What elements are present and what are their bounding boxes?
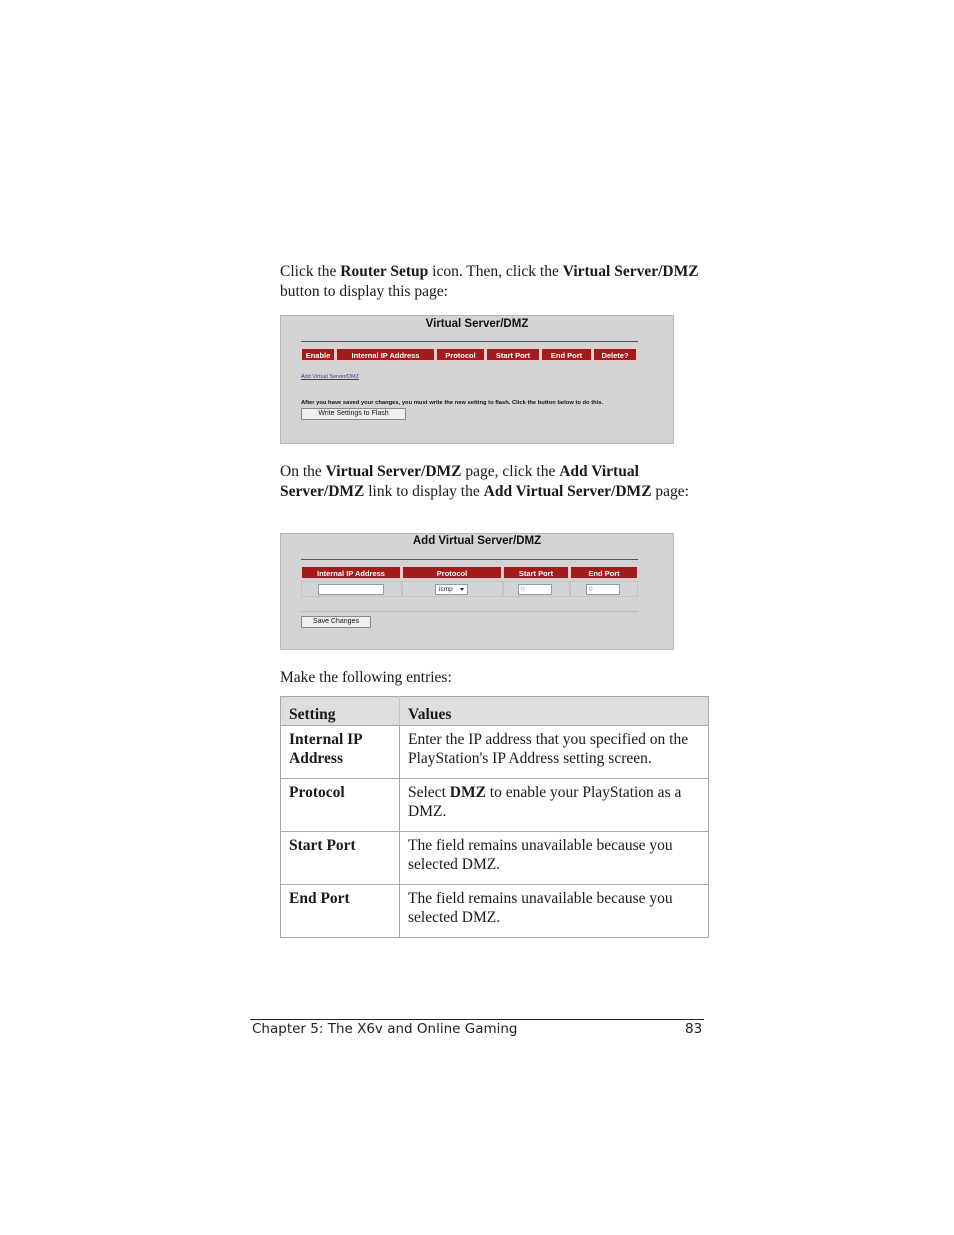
p2-bold-3: Add Virtual Server/DMZ bbox=[483, 482, 652, 500]
save-changes-button[interactable]: Save Changes bbox=[301, 616, 371, 628]
setting-value-text: The field remains unavailable because you selected DMZ. bbox=[408, 889, 673, 926]
protocol-select[interactable] bbox=[435, 584, 468, 595]
shot2-title-rule bbox=[301, 559, 638, 560]
shot1-title: Virtual Server/DMZ bbox=[425, 318, 529, 330]
setting-value bbox=[400, 725, 709, 778]
setting-name: Internal IP Address bbox=[281, 725, 400, 778]
shot1-flash-note: After you have saved your changes, you must write the new setting to flash. Click the button below to do this. bbox=[301, 400, 604, 406]
shot1-title-rule bbox=[301, 341, 638, 342]
p2-bold-2: Add Virtual Server/DMZ bbox=[280, 463, 639, 500]
start-port-input[interactable]: 0 bbox=[518, 584, 552, 595]
setting-value bbox=[400, 778, 709, 831]
shot2-col-internal-ip: Internal IP Address bbox=[301, 566, 401, 579]
setting-name: End Port bbox=[281, 884, 400, 937]
intro-text-3: button to display this page: bbox=[280, 282, 448, 300]
setting-value-bold: DMZ bbox=[449, 783, 486, 801]
shot2-title: Add Virtual Server/DMZ bbox=[412, 535, 542, 547]
shot1-col-end-port: End Port bbox=[541, 348, 592, 361]
setting-value bbox=[400, 884, 709, 937]
virtual-server-screenshot bbox=[280, 315, 674, 444]
p2-text-3: link to display the bbox=[364, 482, 484, 500]
chevron-down-icon bbox=[460, 588, 464, 591]
shot1-col-start-port: Start Port bbox=[486, 348, 540, 361]
shot2-col-start-port: Start Port bbox=[503, 566, 569, 579]
footer-rule bbox=[250, 1019, 704, 1020]
settings-header-setting: Setting bbox=[281, 697, 400, 726]
p2-bold-1: Virtual Server/DMZ bbox=[325, 463, 462, 480]
end-port-input[interactable]: 0 bbox=[586, 584, 620, 595]
add-virtual-server-link[interactable]: Add Virtual Server/DMZ bbox=[301, 374, 359, 380]
settings-header-row bbox=[281, 697, 709, 726]
p2-text-4: page: bbox=[651, 482, 689, 500]
intro-paragraph bbox=[280, 262, 700, 301]
shot1-col-protocol: Protocol bbox=[436, 348, 485, 361]
intro-text-2: icon. Then, click the bbox=[428, 263, 563, 280]
p2-text-1: On the bbox=[280, 463, 326, 480]
setting-value-text: Select bbox=[408, 783, 450, 801]
table-row bbox=[281, 831, 709, 884]
add-virtual-server-screenshot bbox=[280, 533, 674, 650]
setting-value bbox=[400, 831, 709, 884]
table-row bbox=[281, 778, 709, 831]
second-paragraph bbox=[280, 462, 700, 501]
settings-table bbox=[280, 696, 709, 938]
setting-value-text: Enter the IP address that you specified on the PlayStation's IP Address setting screen. bbox=[408, 730, 689, 767]
setting-value-text: The field remains unavailable because you selected DMZ. bbox=[408, 836, 673, 873]
internal-ip-input[interactable] bbox=[318, 584, 384, 595]
setting-name: Start Port bbox=[281, 831, 400, 884]
shot1-col-delete: Delete? bbox=[593, 348, 637, 361]
shot1-col-internal-ip: Internal IP Address bbox=[336, 348, 435, 361]
third-paragraph: Make the following entries: bbox=[280, 669, 452, 686]
write-settings-button[interactable]: Write Settings to Flash bbox=[301, 408, 406, 420]
intro-bold-router-setup: Router Setup bbox=[340, 263, 429, 280]
shot2-col-protocol: Protocol bbox=[402, 566, 502, 579]
table-row bbox=[281, 725, 709, 778]
footer-page-number: 83 bbox=[685, 1021, 703, 1037]
intro-bold-virtual-server: Virtual Server/DMZ bbox=[562, 263, 699, 280]
intro-text-1: Click the bbox=[280, 263, 341, 280]
settings-header-values: Values bbox=[400, 697, 709, 726]
p2-text-2: page, click the bbox=[461, 463, 560, 480]
table-row bbox=[281, 884, 709, 937]
setting-value-text-2: to enable your PlayStation as a DMZ. bbox=[408, 783, 682, 820]
shot2-divider bbox=[301, 611, 638, 612]
shot1-col-enable: Enable bbox=[301, 348, 335, 361]
footer-chapter: Chapter 5: The X6v and Online Gaming bbox=[252, 1021, 518, 1037]
protocol-select-value: icmp bbox=[439, 586, 453, 593]
setting-name: Protocol bbox=[281, 778, 400, 831]
shot2-col-end-port: End Port bbox=[570, 566, 638, 579]
